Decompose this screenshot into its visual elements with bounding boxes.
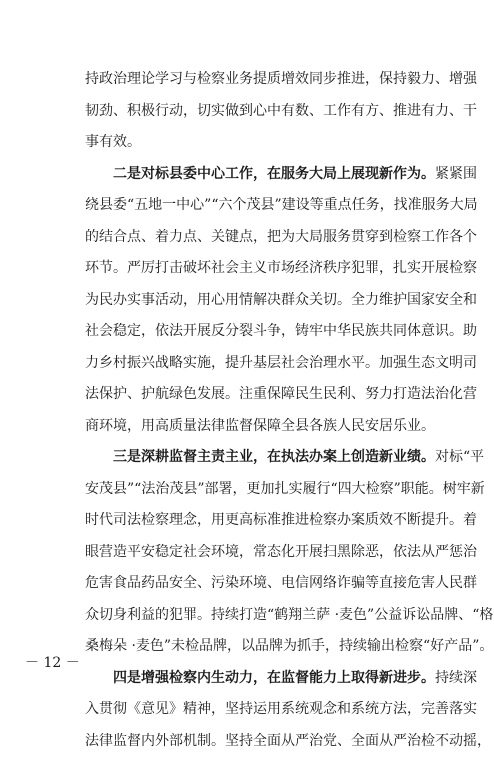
section-heading: 四是增强检察内生动力，在监督能力上取得新进步。	[113, 670, 435, 686]
section-heading: 二是对标县委中心工作，在服务大局上展现新作为。	[113, 166, 435, 182]
text-line: 危害食品药品安全、污染环境、电信网络诈骗等直接危害人民群	[85, 568, 447, 600]
text-line: 韧劲、积极行动，切实做到心中有数、工作有方、推进有力、干	[85, 96, 447, 128]
text-line: 的结合点、着力点、关键点，把为大局服务贯穿到检察工作各个	[85, 222, 447, 254]
text-line: 为民办实事活动，用心用情解决群众关切。全力维护国家安全和	[85, 285, 447, 317]
text-span: 对标“平	[435, 449, 484, 465]
text-line: 事有效。	[85, 127, 447, 159]
text-line: 眼营造平安稳定社会环境，常态化开展扫黑除恶，依法从严惩治	[85, 537, 447, 569]
text-line: 时代司法检察理念，用更高标准推进检察办案质效不断提升。着	[85, 505, 447, 537]
paragraph-heading-line	[85, 663, 447, 695]
text-line: 安茂县”“法治茂县”部署，更加扎实履行“四大检察”职能。树牢新	[85, 474, 447, 506]
section-heading: 三是深耕监督主责主业，在执法办案上创造新业绩。	[113, 449, 435, 465]
text-span: 持续深	[435, 670, 477, 686]
body-text	[85, 64, 447, 757]
text-line: 众切身利益的犯罪。持续打造“鹤翔兰萨 ·麦色”公益诉讼品牌、“格	[85, 600, 447, 632]
text-line: 社会稳定，依法开展反分裂斗争，铸牢中华民族共同体意识。助	[85, 316, 447, 348]
text-line: 力乡村振兴战略实施，提升基层社会治理水平。加强生态文明司	[85, 348, 447, 380]
paragraph-heading-line	[85, 442, 447, 474]
text-line: 绕县委“五地一中心”“六个茂县”建设等重点任务，找准服务大局	[85, 190, 447, 222]
text-line: 法律监督内外部机制。坚持全面从严治党、全面从严治检不动摇，	[85, 726, 447, 757]
text-line: 法保护、护航绿色发展。注重保障民生民利、努力打造法治化营	[85, 379, 447, 411]
text-line: 桑梅朵 ·麦色”未检品牌，以品牌为抓手，持续输出检察“好产品”。	[85, 631, 447, 663]
paragraph-heading-line	[85, 159, 447, 191]
text-line: 商环境，用高质量法律监督保障全县各族人民安居乐业。	[85, 411, 447, 443]
text-line: 环节。严厉打击破坏社会主义市场经济秩序犯罪，扎实开展检察	[85, 253, 447, 285]
page-number: － 12 －	[25, 652, 80, 672]
text-span: 紧紧围	[435, 166, 477, 182]
text-line: 入贯彻《意见》精神，坚持运用系统观念和系统方法，完善落实	[85, 694, 447, 726]
text-line: 持政治理论学习与检察业务提质增效同步推进，保持毅力、增强	[85, 64, 447, 96]
